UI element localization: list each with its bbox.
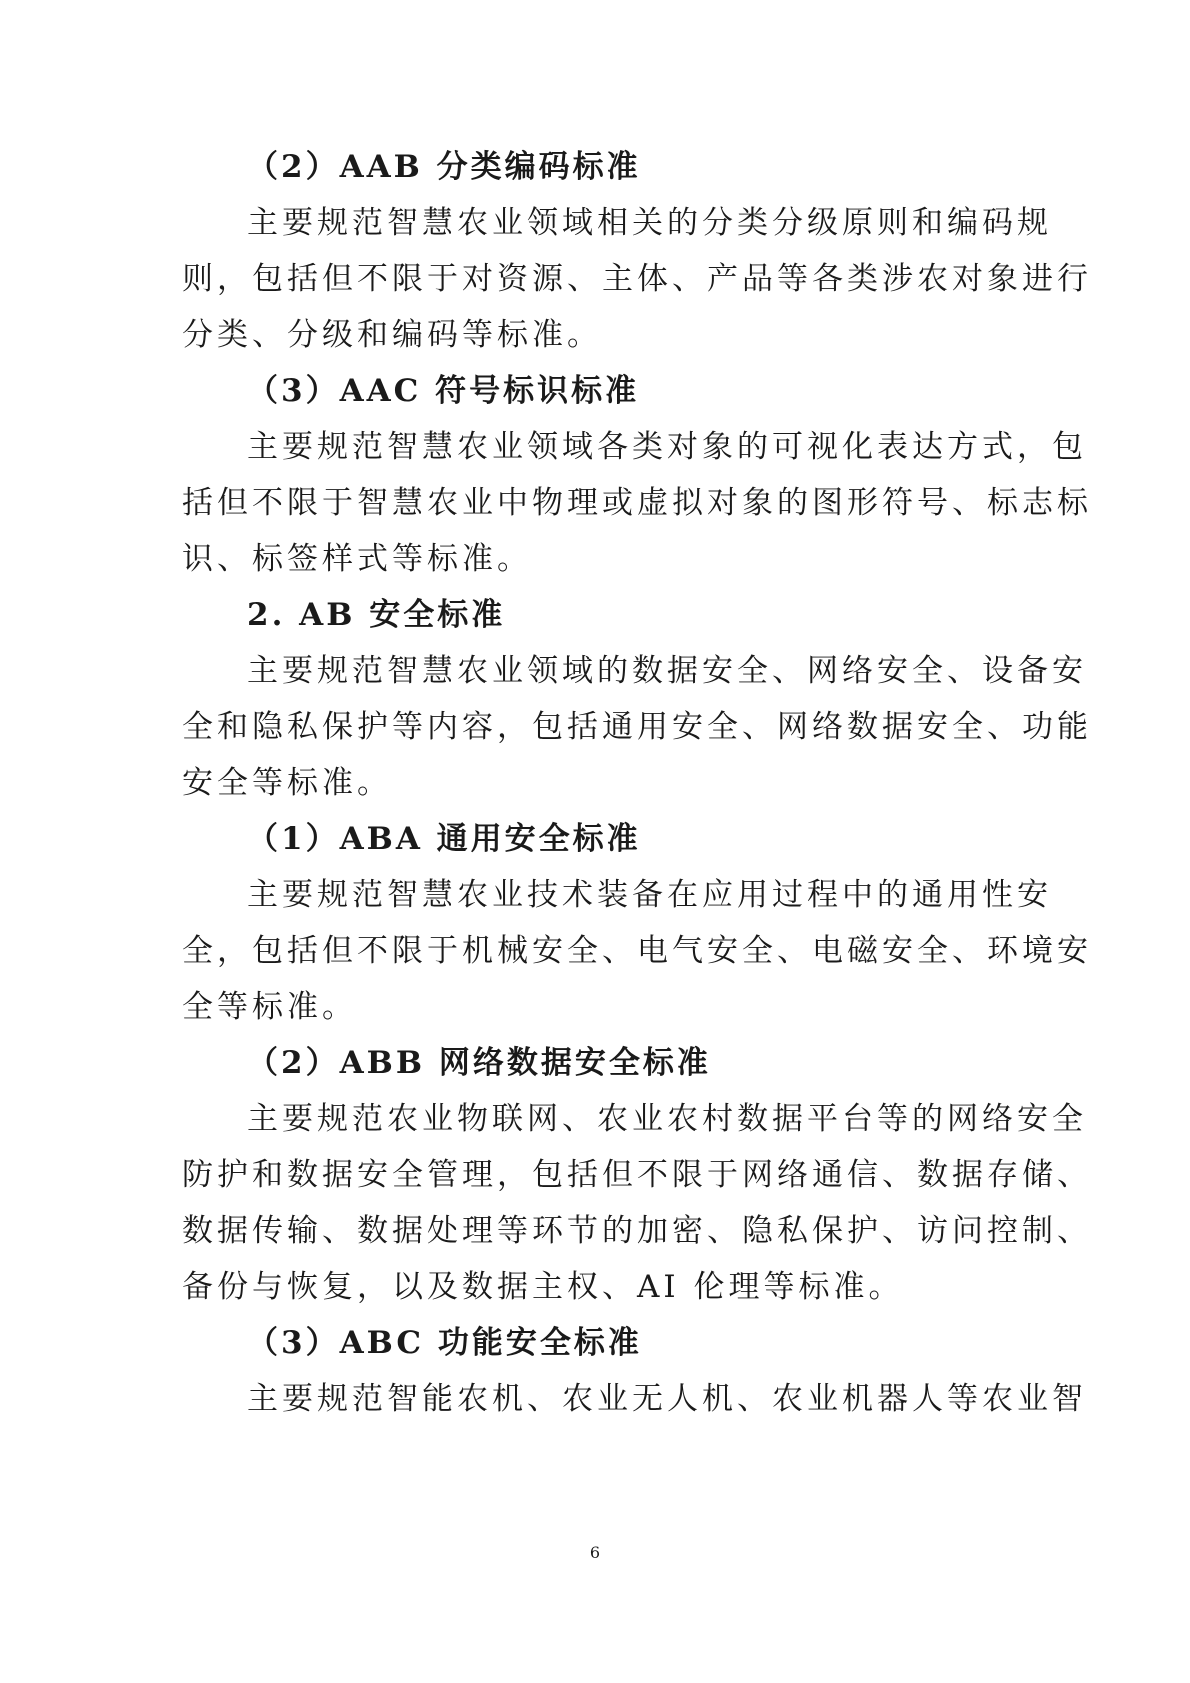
line: （3）ABC 功能安全标准: [247, 1325, 642, 1361]
line: （3）AAC 符号标识标准: [247, 373, 640, 409]
line: 数据传输、数据处理等环节的加密、隐私保护、访问控制、: [182, 1213, 1092, 1249]
line: 主要规范智慧农业领域相关的分类分级原则和编码规: [247, 205, 1052, 241]
line: 识、标签样式等标准。: [182, 541, 532, 577]
line: （2）ABB 网络数据安全标准: [247, 1045, 711, 1081]
line: 全等标准。: [182, 989, 357, 1025]
line: 防护和数据安全管理，包括但不限于网络通信、数据存储、: [182, 1157, 1092, 1193]
line: 主要规范智慧农业技术装备在应用过程中的通用性安: [247, 877, 1052, 913]
page-number: 6: [589, 1543, 601, 1562]
line: 则，包括但不限于对资源、主体、产品等各类涉农对象进行: [182, 261, 1092, 297]
line: 分类、分级和编码等标准。: [182, 317, 602, 353]
line: 2. AB 安全标准: [247, 597, 506, 633]
line: 全和隐私保护等内容，包括通用安全、网络数据安全、功能: [182, 709, 1092, 745]
line: 安全等标准。: [182, 765, 392, 801]
line: 主要规范农业物联网、农业农村数据平台等的网络安全: [247, 1101, 1087, 1137]
line: 全，包括但不限于机械安全、电气安全、电磁安全、环境安: [182, 933, 1092, 969]
line: 主要规范智慧农业领域的数据安全、网络安全、设备安: [247, 653, 1087, 689]
line: （2）AAB 分类编码标准: [247, 149, 641, 185]
line: 主要规范智能农机、农业无人机、农业机器人等农业智: [247, 1381, 1087, 1417]
line: 备份与恢复，以及数据主权、AI 伦理等标准。: [182, 1269, 904, 1305]
line: （1）ABA 通用安全标准: [247, 821, 641, 857]
line: 主要规范智慧农业领域各类对象的可视化表达方式，包: [247, 429, 1087, 465]
line: 括但不限于智慧农业中物理或虚拟对象的图形符号、标志标: [182, 485, 1092, 521]
